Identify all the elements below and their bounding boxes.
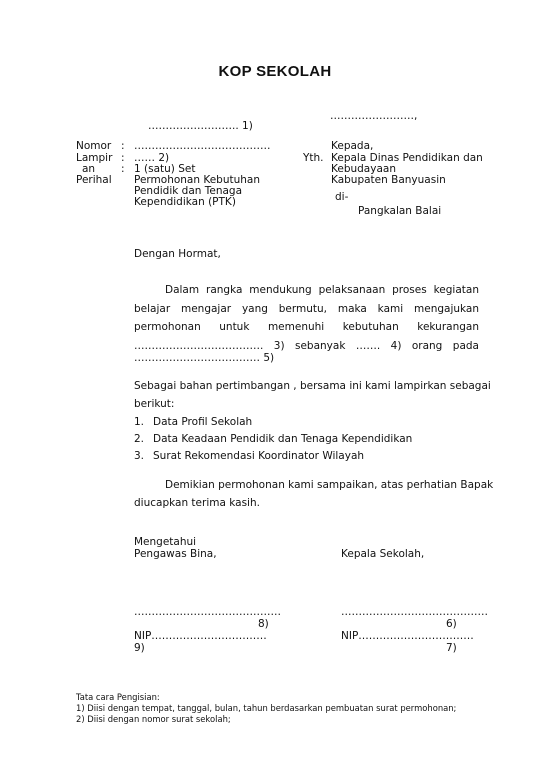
recipient-city: Pangkalan Balai [358, 205, 442, 217]
paragraph-line: Sebagai bahan pertimbangan , bersama ini kami lampirkan sebagai [134, 380, 491, 392]
principal-role: Kepala Sekolah, [341, 548, 425, 560]
instructions-heading: Tata cara Pengisian: [76, 692, 160, 702]
perihal-value-4: Kependidikan (PTK) [134, 196, 236, 208]
recipient-di: di- [335, 191, 349, 203]
date-line: …………………….. 1) [148, 120, 253, 132]
supervisor-name-line: …………………………………… [134, 606, 281, 618]
perihal-value-2: Permohonan Kebutuhan [134, 174, 261, 186]
list-text: Surat Rekomendasi Koordinator Wilayah [153, 450, 365, 462]
paragraph-line: ………………………………. 3) sebanyak ……. 4) orang pada [134, 340, 479, 352]
lampiran-label-cont: an [82, 163, 96, 175]
letterhead-title: KOP SEKOLAH [218, 63, 332, 80]
nomor-colon: : [121, 140, 125, 152]
kepada-label: Kepada, [331, 140, 374, 152]
perihal-label: Perihal [76, 174, 112, 186]
principal-name-note: 6) [446, 618, 457, 630]
list-number: 1. [134, 416, 145, 428]
list-item [134, 450, 365, 462]
perihal-value-3: Pendidik dan Tenaga [134, 185, 243, 197]
list-number: 3. [134, 450, 145, 462]
paragraph-line: berikut: [134, 398, 175, 410]
perihal-value-1: 1 (satu) Set [134, 163, 196, 175]
nomor-label: Nomor [76, 140, 112, 152]
supervisor-name-note: 8) [258, 618, 269, 630]
lampiran-label: Lampir [76, 152, 113, 164]
paragraph-line: belajar mengajar yang bermutu, maka kami mengajukan [134, 303, 479, 315]
perihal-colon: : [121, 163, 125, 175]
recipient-line-1: Kepala Dinas Pendidikan dan [331, 152, 483, 164]
supervisor-nip: NIP…………………………… [134, 630, 267, 642]
list-item [134, 433, 413, 445]
recipient-line-3: Kabupaten Banyuasin [331, 174, 446, 186]
lampiran-value: …… 2) [134, 152, 170, 164]
paragraph-line: diucapkan terima kasih. [134, 497, 260, 509]
instructions-item: 1) Diisi dengan tempat, tanggal, bulan, tahun berdasarkan pembuatan surat permohonan; [76, 703, 457, 713]
paragraph-line: Demikian permohonan kami sampaikan, atas perhatian Bapak [165, 479, 494, 491]
principal-name-line: …………………………………… [341, 606, 488, 618]
paragraph-line: permohonan untuk memenuhi kebutuhan kekurangan [134, 321, 479, 333]
nomor-value: ………………………………… [134, 140, 271, 152]
lampiran-colon: : [121, 152, 125, 164]
supervisor-role: Pengawas Bina, [134, 548, 217, 560]
list-text: Data Profil Sekolah [153, 416, 253, 428]
yth-label: Yth. [303, 152, 324, 164]
mengetahui-label: Mengetahui [134, 536, 197, 548]
place-date-line: ……………………, [330, 110, 418, 122]
paragraph-line: Dalam rangka mendukung pelaksanaan proses kegiatan [165, 284, 479, 296]
list-number: 2. [134, 433, 145, 445]
supervisor-nip-note: 9) [134, 642, 145, 654]
list-text: Data Keadaan Pendidik dan Tenaga Kependidikan [153, 433, 413, 445]
principal-nip-note: 7) [446, 642, 457, 654]
paragraph-line: ……………………………… 5) [134, 352, 275, 364]
instructions-item: 2) Diisi dengan nomor surat sekolah; [76, 714, 231, 724]
salutation: Dengan Hormat, [134, 248, 221, 260]
recipient-line-2: Kebudayaan [331, 163, 396, 175]
list-item [134, 416, 253, 428]
principal-nip: NIP…………………………… [341, 630, 474, 642]
